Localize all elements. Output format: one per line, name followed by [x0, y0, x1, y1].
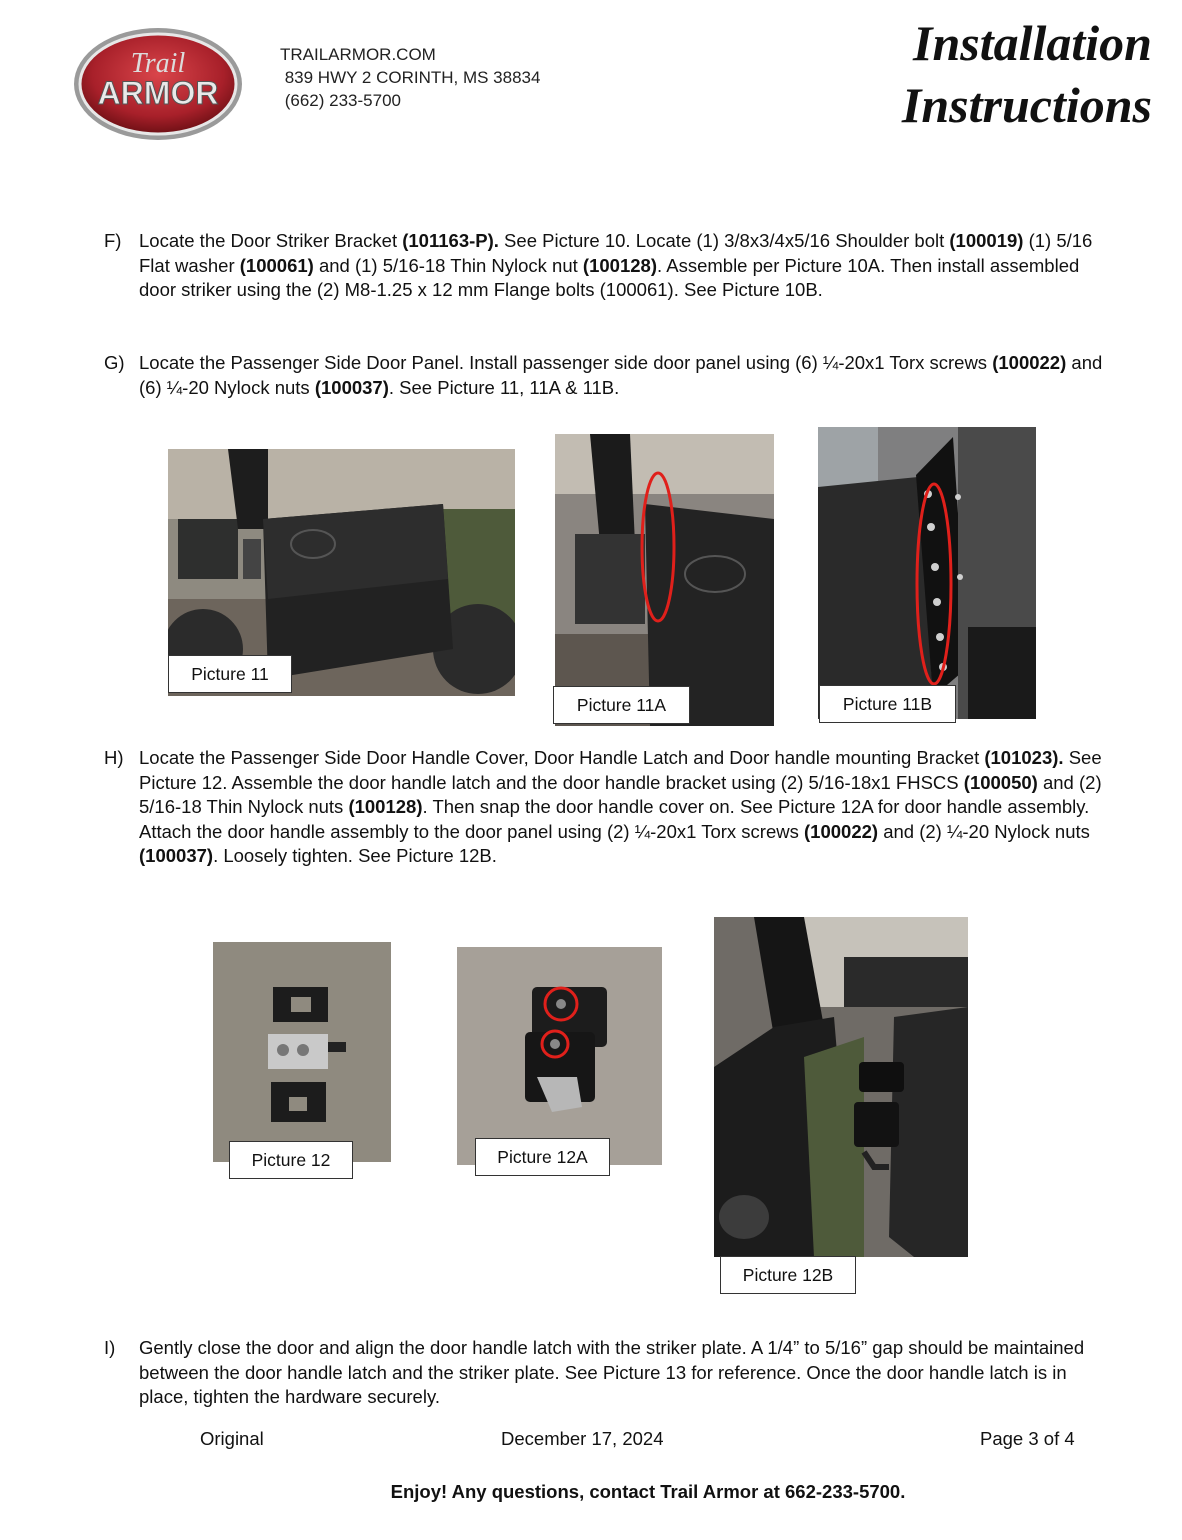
- step-text: Locate the Passenger Side Door Handle Cover, Door Handle Latch and Door handle mounting Bracket (101023). See Picture 12. Assemble the door handle latch and the door handle bracket using (2) 5/16-18x1 FHSCS (100050) and (2) 5/16-18 Thin Nylock nuts (100128). Then snap the door handle cover on. See Picture 12A for door handle assembly. Attach the door handle assembly to the door panel using (2) ¼-20x1 Torx screws (100022) and (2) ¼-20 Nylock nuts (100037). Loosely tighten. See Picture 12B.: [139, 747, 1102, 866]
- logo-text-armor: ARMOR: [97, 75, 219, 111]
- footer-page-number: Page 3 of 4: [980, 1428, 1075, 1449]
- step-letter: G): [104, 352, 125, 373]
- step-letter: I): [104, 1337, 116, 1358]
- document-title: [852, 12, 1152, 136]
- picture-11b-caption: Picture 11B: [819, 685, 956, 723]
- address-text: 839 HWY 2 CORINTH, MS 38834: [280, 68, 541, 87]
- step-f: [104, 229, 1114, 303]
- step-letter: F): [104, 230, 122, 251]
- step-letter: H): [104, 747, 124, 768]
- picture-12b-caption: Picture 12B: [720, 1256, 856, 1294]
- step-text: Locate the Passenger Side Door Panel. Install passenger side door panel using (6) ¼-20x1 Torx screws (100022) and (6) ¼-20 Nylock nuts (100037). See Picture 11, 11A & 11B.: [139, 352, 1103, 398]
- picture-11a-photo: [555, 434, 774, 726]
- title-line-2: Instructions: [901, 77, 1152, 133]
- website-text: TRAILARMOR.COM: [280, 45, 436, 64]
- footer-status: Original: [200, 1428, 264, 1449]
- logo-text-trail: Trail: [130, 48, 186, 79]
- title-line-1: Installation: [913, 15, 1152, 71]
- picture-12a-caption: Picture 12A: [475, 1138, 610, 1176]
- picture-12-caption: Picture 12: [229, 1141, 353, 1179]
- phone-text: (662) 233-5700: [280, 91, 401, 110]
- trail-armor-logo: [72, 26, 244, 142]
- picture-11-caption: Picture 11: [168, 655, 292, 693]
- step-text: Locate the Door Striker Bracket (101163-P). See Picture 10. Locate (1) 3/8x3/4x5/16 Shoulder bolt (100019) (1) 5/16 Flat washer (100061) and (1) 5/16-18 Thin Nylock nut (100128). Assemble per Picture 10A. Then install assembled door striker using the (2) M8-1.25 x 12 mm Flange bolts (100061). See Picture 10B.: [139, 230, 1093, 300]
- step-g: [104, 351, 1114, 400]
- contact-block: [280, 43, 540, 112]
- step-i: [104, 1336, 1114, 1410]
- picture-11b-photo: [818, 427, 1036, 719]
- picture-12-photo: [213, 942, 391, 1162]
- picture-12a-photo: [457, 947, 662, 1165]
- step-text: Gently close the door and align the door handle latch with the striker plate. A 1/4” to 5/16” gap should be maintained between the door handle latch and the striker plate. See Picture 13 for reference. Once the door handle latch is in place, tighten the hardware securely.: [139, 1337, 1085, 1407]
- footer-date: December 17, 2024: [501, 1428, 664, 1449]
- picture-11a-caption: Picture 11A: [553, 686, 690, 724]
- footer-contact-note: Enjoy! Any questions, contact Trail Armor at 662-233-5700.: [390, 1481, 906, 1502]
- step-h: [104, 746, 1114, 869]
- picture-12b-photo: [714, 917, 968, 1257]
